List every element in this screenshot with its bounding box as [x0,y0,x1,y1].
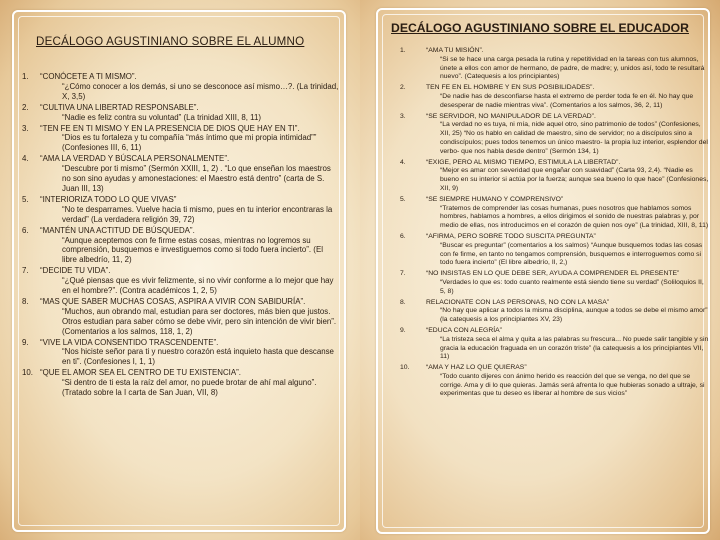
item-heading: “SE SIEMPRE HUMANO Y COMPRENSIVO” [426,195,564,203]
item-quote: “Verdades lo que es: todo cuanto realmente está siendo tiene su verdad” (Soliloquios II, 5, 8) [440,278,704,295]
item-heading: “MAS QUE SABER MUCHAS COSAS, ASPIRA A VIVIR CON SABIDURÍA”. [40,296,306,306]
list-item [22,124,340,154]
item-quote: “No hay que aplicar a todos la misma disciplina, aunque a todos se debe el mismo amor” (la catequesis a los principiantes XV, 23) [440,307,708,324]
item-number: 5. [400,195,406,203]
list-item [400,159,710,194]
item-quote: “Todo cuanto dijeres con ánimo herido es reacción del que se venga, no del que se corrige. Ama y di lo que quieras. Jamás será afrenta lo que hubieras sonado a ultraje, si experimentas que tu deseo es liberar al hombre de sus vicios” [440,372,705,398]
item-quote: “Mejor es amar con severidad que engañar con suavidad” (Carta 93, 2,4). “Nadie es bueno en su interior si actúa por la fuerza; aunque sea bueno lo que hace” (Confesiones, XII, 9) [440,167,709,192]
item-number: 6. [400,232,406,240]
item-heading: “VIVE LA VIDA CONSENTIDO TRASCENDENTE”. [40,337,219,347]
item-number: 3. [400,112,406,120]
item-number: 3. [22,123,29,133]
item-heading: “AFIRMA, PERO SOBRE TODO SUSCITA PREGUNTA” [426,232,596,240]
item-heading: “MANTÉN UNA ACTITUD DE BÚSQUEDA”. [40,225,195,235]
item-quote: “Descubre por ti mismo” (Sermón XXIII, 1, 2) . “Lo que enseñan los maestros no son sino ayudas y amonestaciones: el Maestro está dentro” (carta de S. Juan III, 13) [62,164,331,193]
student-decalogue-title: DECÁLOGO AGUSTINIANO SOBRE EL ALUMNO [36,35,305,48]
item-quote: “No te desparrames. Vuelve hacia ti mismo, pues en tu interior encontraras la verdad” (La verdadera religión 39, 72) [62,204,333,224]
list-item [400,84,710,110]
item-quote: “Si se te hace una carga pesada la rutina y repetitividad en la tareas con tus alumnos, únete a ellos con amor de hermano, de padre, de madre; y, unidos así, todo te resultará nuevo”. (Catequesis a los principiantes) [440,55,705,81]
list-item [400,299,710,325]
item-number: 5. [22,194,29,204]
item-quote: “Si dentro de ti esta la raíz del amor, no puede brotar de ahí mal alguno”. (Tratado sobre la I carta de San Juan, VII, 8) [62,378,317,398]
item-quote: “La tristeza seca el alma y quita a las palabras su frescura... No puede salir tangible y sin gracia la educación fraguada en un corazón triste” (la catequesis a los principiantes VII, 11) [440,335,709,361]
item-heading: “SE SERVIDOR, NO MANIPULADOR DE LA VERDAD”. [426,112,596,120]
item-heading: “AMA LA VERDAD Y BÚSCALA PERSONALMENTE”. [40,154,230,164]
item-quote: “La verdad no es tuya, ni mía, nide aquel otro, sino patrimonio de todos” (Confesiones, XII, 25) “No os hablo en calidad de maestro, sino de servidor; no a discípulos sino a condiscípulos; pues todos tenemos un único maestro- la propia luz interior, esplendor del verbo- que nos habla desde dentro” (Sermón 134, 1) [440,121,708,155]
educator-decalogue-list [400,47,710,401]
list-item [22,368,340,398]
item-heading: “DECIDE TU VIDA”. [40,266,111,276]
item-number: 10. [22,368,33,378]
item-heading: “INTERIORIZA TODO LO QUE VIVAS” [40,194,177,204]
item-number: 8. [22,296,29,306]
educator-decalogue-title: DECÁLOGO AGUSTINIANO SOBRE EL EDUCADOR [391,21,689,35]
list-item [22,338,340,368]
item-quote: “Tratemos de comprender las cosas humanas, pues nosotros que hablamos somos hombres, hablamos a hombres, a ellos dirigimos el sonido de nuestras palabras y, por medio de ellas, nos introducimos en el corazón de quien nos oye” (La trinidad, XIII, 8, 11) [440,204,709,230]
item-heading: “EXIGE, PERO AL MISMO TIEMPO, ESTIMULA LA LIBERTAD”. [426,158,621,166]
item-quote: “Aunque aceptemos con fe firme estas cosas, mientras no logremos su comprensión, busquemos e investiguemos como si todo fuera incierto”. (El libre albedrío, 11, 2) [62,235,323,265]
item-number: 4. [22,154,29,164]
item-number: 10. [400,364,410,372]
educator-decalogue-page [360,0,720,540]
item-number: 8. [400,298,406,306]
item-quote: “Nos hiciste señor para ti y nuestro corazón está inquieto hasta que descanse en ti”. (Confesiones I, 1, 1) [62,347,334,367]
item-heading: TEN FE EN EL HOMBRE Y EN SUS POSIBILIDADES”. [426,84,595,92]
list-item [22,103,340,123]
list-item [400,270,710,296]
student-decalogue-list [22,72,340,399]
item-heading: “NO INSISTAS EN LO QUE DEBE SER, AYUDA A COMPRENDER EL PRESENTE” [426,270,680,278]
item-heading: “CONÓCETE A TI MISMO”. [40,72,137,81]
list-item [400,47,710,82]
item-heading: “AMA Y HAZ LO QUE QUIERAS” [426,364,527,372]
item-heading: “TEN FE EN TI MISMO Y EN LA PRESENCIA DE DIOS QUE HAY EN TI”. [40,123,300,133]
item-quote: “Buscar es preguntar” (comentarios a los salmos) “Aunque busquemos todas las cosas con fe firme, en tanto no tengamos comprensión, busquemos e interroguemos como si todo fuera incierto” (El libre albedrío, II, 2,) [440,241,703,267]
item-quote: “Nadie es feliz contra su voluntad” (La trinidad XIII, 8, 11) [62,112,261,122]
item-heading: “QUE EL AMOR SEA EL CENTRO DE TU EXISTENCIA”. [40,368,241,378]
item-number: 9. [400,326,406,334]
list-item [22,154,340,194]
item-number: 9. [22,337,29,347]
list-item [22,266,340,296]
list-item [400,364,710,399]
item-number: 7. [22,266,29,276]
item-heading: RELACIONATE CON LAS PERSONAS, NO CON LA MASA” [426,298,610,306]
item-quote: “Dios es tu fortaleza y tu compañía “más íntimo que mi propia intimidad”” (Confesiones III, 6, 11) [62,133,317,153]
list-item [400,196,710,231]
list-item [22,195,340,225]
item-number: 4. [400,158,406,166]
item-number: 7. [400,270,406,278]
item-number: 2. [22,102,29,112]
list-item [22,72,340,102]
list-item [400,233,710,268]
item-heading: “AMA TU MISIÓN”. [426,47,484,54]
list-item [22,297,340,337]
item-heading: “CULTIVA UNA LIBERTAD RESPONSABLE”. [40,102,199,112]
item-quote: “¿Qué piensas que es vivir felizmente, si no vivir conforme a lo mejor que hay en el hombre?”. (Contra académicos 1, 2, 5) [62,276,334,296]
item-quote: “¿Cómo conocer a los demás, si uno se desconoce así mismo…?. (La trinidad, X, 3,5) [62,81,339,101]
item-number: 2. [400,84,406,92]
list-item [22,226,340,266]
item-quote: “Muchos, aun obrando mal, estudian para ser doctores, más bien que justos. Otros estudian para saber cómo se debe vivir, pero sin intención de vivir bien”. (Comentarios a los salmos, 118, 1, 2) [62,306,337,336]
list-item [400,113,710,157]
item-heading: “EDUCA CON ALEGRÍA” [426,326,502,334]
item-number: 6. [22,225,29,235]
item-number: 1. [400,47,406,54]
item-quote: “De nadie has de desconfiarse hasta el extremo de perder toda fe en él. No hay que desesperar de nadie mientras viva”. (Comentarios a los salmos, 36, 2, 11) [440,92,694,109]
item-number: 1. [22,72,29,81]
list-item [400,327,710,362]
